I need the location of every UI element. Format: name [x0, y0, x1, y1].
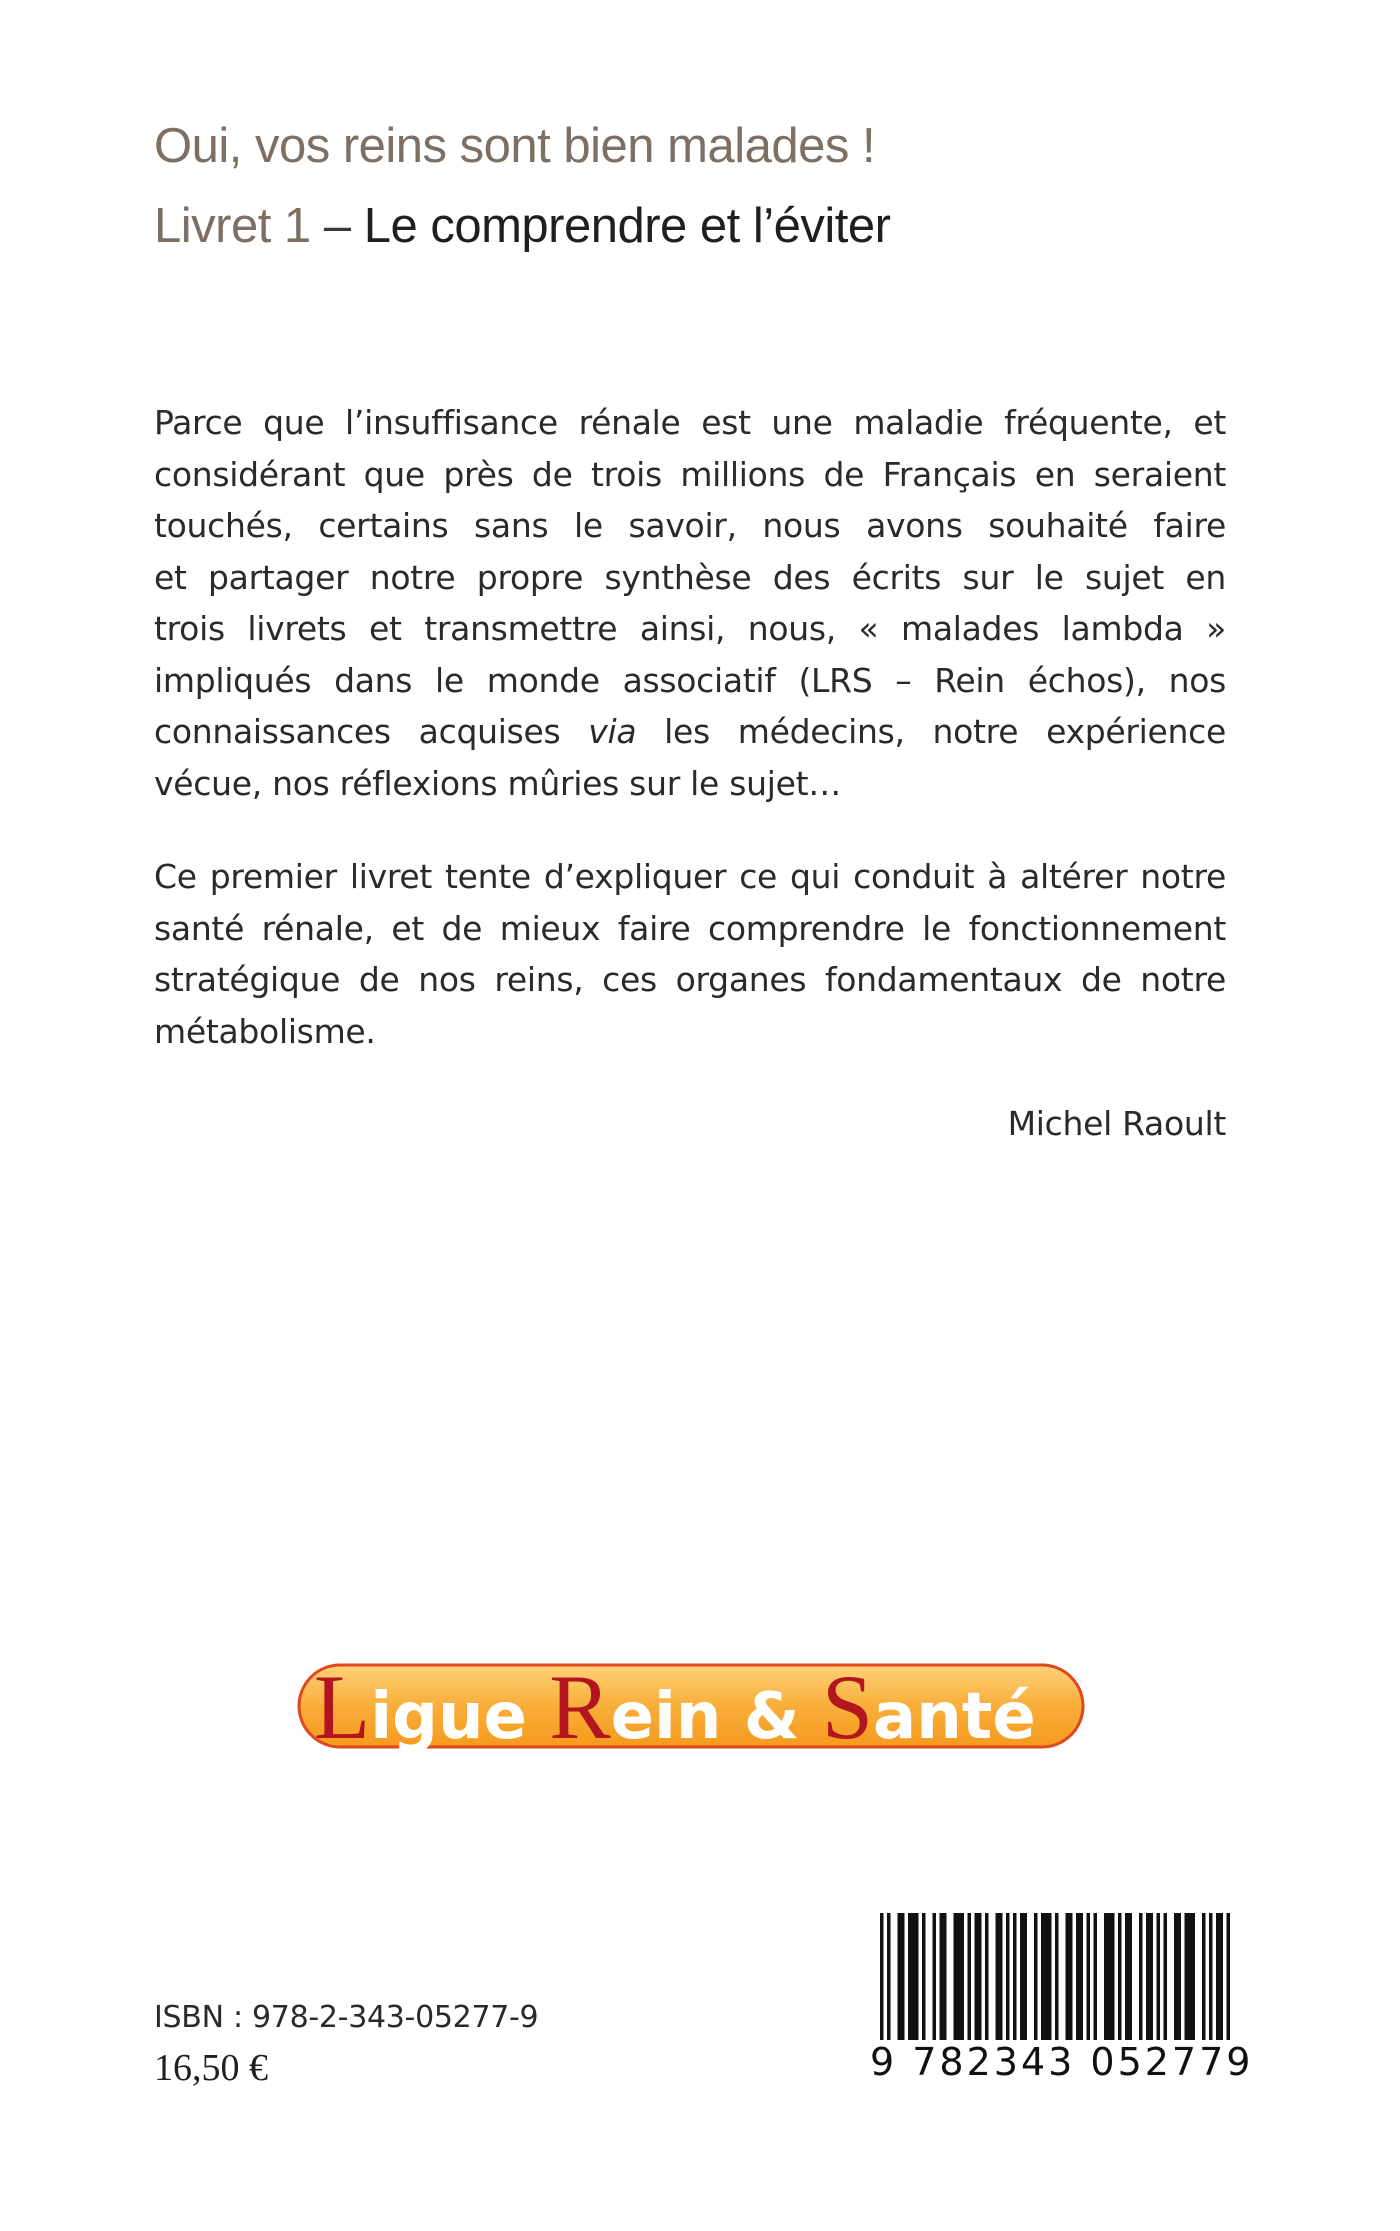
- italic-word: via: [588, 712, 637, 751]
- barcode-bar: [1157, 1913, 1161, 2041]
- barcode-bar: [922, 1913, 926, 2041]
- barcode-bar: [975, 1913, 979, 2041]
- logo-word: ein &: [610, 1680, 822, 1752]
- isbn-number: ISBN : 978-2-343-05277-9: [154, 2000, 539, 2035]
- barcode-bar: [957, 1913, 961, 2041]
- logo-initial: L: [314, 1656, 371, 1752]
- barcode-bar: [1216, 1913, 1220, 2041]
- barcode-bar: [978, 1913, 982, 2041]
- barcode-bar: [1146, 1913, 1150, 2041]
- barcode-bar: [901, 1913, 905, 2041]
- barcode-bar: [898, 1913, 902, 2041]
- barcode-bar: [912, 1913, 916, 2041]
- blurb-paragraph-2: [154, 851, 1226, 1057]
- text-segment: connaissances acquises: [154, 712, 589, 751]
- barcode-bar: [1164, 1913, 1168, 2041]
- barcode-bar: [1087, 1913, 1091, 2041]
- text-line: vécue, nos réflexions mûries sur le sujet…: [154, 763, 841, 803]
- barcode-bar: [961, 1913, 965, 2041]
- text-line: touchés, certains sans le savoir, nous avons souhaité faire: [154, 506, 1226, 545]
- barcode-bar: [1066, 1913, 1070, 2041]
- text-line: considérant que près de trois millions de Français en seraient: [154, 454, 1226, 494]
- barcode-bar: [1185, 1913, 1189, 2041]
- barcode-bar: [940, 1913, 944, 2041]
- text-line: métabolisme.: [154, 1011, 376, 1051]
- barcode-bar: [933, 1913, 937, 2041]
- book-price: 16,50 €: [154, 2047, 268, 2089]
- text-line: impliqués dans le monde associatif (LRS – Rein échos), nos: [154, 660, 1226, 700]
- barcode-bar: [999, 1913, 1003, 2041]
- text-line: Ce premier livret tente d’expliquer ce qui conduit à altérer notre: [154, 857, 1226, 896]
- barcode-bar: [1020, 1913, 1024, 2041]
- text-line: Parce que l’insuffisance rénale est une maladie fréquente, et: [154, 403, 1226, 442]
- text-line: [154, 706, 1226, 758]
- barcode-bar: [1111, 1913, 1115, 2041]
- barcode-bar: [1104, 1913, 1108, 2041]
- barcode-bar: [915, 1913, 919, 2041]
- blurb-paragraph-1: [154, 397, 1226, 809]
- logo-initial: R: [549, 1656, 611, 1752]
- barcode-bar: [1034, 1913, 1038, 2041]
- barcode-bar: [1080, 1913, 1084, 2041]
- barcode-bar: [1024, 1913, 1028, 2041]
- barcode-digits: 9 782343 052779: [870, 2040, 1254, 2084]
- barcode-bar: [1013, 1913, 1017, 2041]
- logo-word: anté: [873, 1680, 1036, 1752]
- barcode-bar: [968, 1913, 972, 2041]
- book-subtitle: [154, 198, 890, 254]
- barcode-bar: [985, 1913, 989, 2041]
- author-name: Michel Raoult: [1007, 1104, 1226, 1143]
- subtitle-text: Le comprendre et l’éviter: [363, 199, 891, 253]
- barcode-bar: [908, 1913, 912, 2041]
- ligue-rein-sante-logo: [296, 1640, 1086, 1752]
- barcode-bar: [1076, 1913, 1080, 2041]
- barcode-bar: [954, 1913, 958, 2041]
- barcode-bar: [1069, 1913, 1073, 2041]
- text-line: trois livrets et transmettre ainsi, nous, « malades lambda »: [154, 609, 1226, 648]
- text-segment: les médecins, notre expérience: [636, 712, 1226, 751]
- text-line: santé rénale, et de mieux faire comprendre le fonctionnement: [154, 908, 1226, 948]
- barcode-bar: [1129, 1913, 1133, 2041]
- barcode-bar: [1045, 1913, 1049, 2041]
- barcode-bar: [1125, 1913, 1129, 2041]
- barcode-bar: [1150, 1913, 1154, 2041]
- logo-initial: S: [821, 1656, 874, 1752]
- subtitle-separator: –: [323, 199, 351, 253]
- barcode-bar: [1188, 1913, 1192, 2041]
- barcode-bar: [996, 1913, 1000, 2041]
- volume-label: Livret 1: [154, 199, 311, 253]
- barcode-bar: [1006, 1913, 1010, 2041]
- barcode-bar: [1108, 1913, 1112, 2041]
- text-line: stratégique de nos reins, ces organes fondamentaux de notre: [154, 960, 1226, 999]
- barcode-bar: [1174, 1913, 1178, 2041]
- barcode-bar: [1192, 1913, 1196, 2041]
- barcode-bar: [1094, 1913, 1098, 2041]
- barcode-bar: [1178, 1913, 1182, 2041]
- barcode-bar: [1041, 1913, 1045, 2041]
- text-line: et partager notre propre synthèse des écrits sur le sujet en: [154, 557, 1226, 597]
- book-title: Oui, vos reins sont bien malades !: [154, 119, 876, 173]
- barcode-bar: [1118, 1913, 1122, 2041]
- barcode-bar: [1202, 1913, 1206, 2041]
- barcode-bar: [943, 1913, 947, 2041]
- logo-word: igue: [370, 1680, 550, 1752]
- barcode-bar: [1209, 1913, 1213, 2041]
- barcode-bar: [1139, 1913, 1143, 2041]
